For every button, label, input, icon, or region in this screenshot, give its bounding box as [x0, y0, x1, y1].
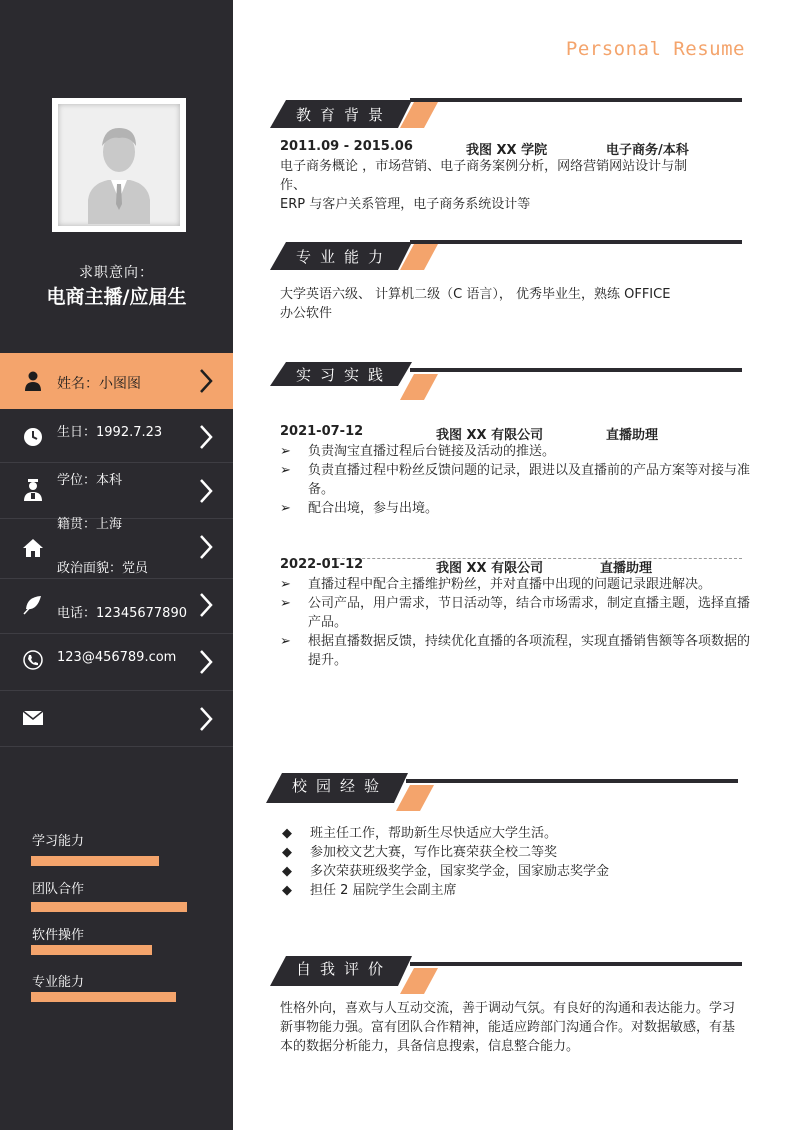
leaf-icon [22, 594, 44, 616]
job-date: 2021-07-12 [280, 424, 364, 439]
self-evaluation-line: 新事物能力强。富有团队合作精神，能适应跨部门沟通合作。对数据敏感，有基 [280, 1020, 736, 1035]
arrow-bullet-icon: ➢ [280, 444, 291, 459]
info-row-birthday[interactable] [0, 409, 233, 463]
arrow-bullet-icon: ➢ [280, 501, 291, 516]
chevron-right-icon [196, 591, 216, 619]
avatar-icon [58, 104, 180, 226]
profile-photo [52, 98, 186, 232]
mail-icon [22, 707, 44, 729]
phone-icon [22, 649, 44, 671]
info-row-email[interactable] [0, 634, 233, 691]
job-company: 我图 XX 有限公司 [436, 561, 544, 576]
list-item: ◆ 参加校文艺大赛，写作比赛荣获全校二等奖 [282, 845, 558, 860]
chevron-right-icon [196, 533, 216, 561]
skill-bar-software [31, 945, 152, 955]
list-item: ➢ 配合出境，参与出境。 [280, 501, 439, 516]
phone-text: 电话：12345677890 [57, 606, 187, 621]
education-period: 2011.09 - 2015.06 [280, 139, 413, 154]
arrow-bullet-icon: ➢ [280, 634, 291, 649]
section-header-self [270, 956, 742, 990]
skill-label-software: 软件操作 [32, 928, 85, 943]
section-header-education [270, 96, 742, 130]
degree-text: 学位：本科 [57, 473, 123, 488]
education-school: 我图 XX 学院 [466, 143, 548, 158]
chevron-right-icon [196, 423, 216, 451]
section-header-practice [270, 362, 742, 396]
home-icon [22, 537, 44, 559]
person-icon [22, 370, 44, 392]
list-item: ◆ 班主任工作，帮助新生尽快适应大学生活。 [282, 826, 558, 841]
list-item: ◆ 多次荣获班级奖学金，国家奖学金，国家励志奖学金 [282, 864, 610, 879]
info-row-name[interactable] [0, 353, 233, 409]
diamond-bullet-icon: ◆ [282, 864, 292, 879]
chevron-right-icon [196, 648, 216, 676]
chevron-right-icon [196, 367, 216, 395]
list-item: ➢ 负责淘宝直播过程后台链接及活动的推送。 [280, 444, 556, 459]
self-evaluation-line: 本的数据分析能力，具备信息搜索，信息整合能力。 [280, 1039, 580, 1054]
education-courses-line: 作、 [280, 178, 307, 193]
skills-line: 大学英语六级、 计算机二级（C 语言）， 优秀毕业生，熟练 OFFICE [280, 287, 671, 302]
section-header-skills [270, 238, 742, 272]
education-major: 电子商务/本科 [606, 143, 689, 158]
diamond-bullet-icon: ◆ [282, 883, 292, 898]
info-row-phone[interactable] [0, 579, 233, 634]
campus-items [282, 824, 752, 900]
chevron-right-icon [196, 477, 216, 505]
section-title-self: 自我评价 [296, 960, 393, 978]
skill-bar-teamwork [31, 902, 187, 912]
section-header-campus [266, 773, 738, 807]
sidebar [0, 0, 233, 1130]
section-title-practice: 实习实践 [296, 366, 393, 384]
clock-icon [22, 426, 44, 448]
job-role: 直播助理 [600, 561, 653, 576]
skills-text [280, 285, 670, 323]
list-item: ➢ 负责直播过程中粉丝反馈问题的记录，跟进以及直播前的产品方案等对接与准备。 [280, 463, 751, 497]
section-title-campus: 校园经验 [292, 777, 389, 795]
diamond-bullet-icon: ◆ [282, 826, 292, 841]
hometown-text: 籍贯：上海 [57, 517, 123, 532]
diamond-bullet-icon: ◆ [282, 845, 292, 860]
info-row-degree[interactable] [0, 463, 233, 532]
section-title-education: 教育背景 [296, 106, 393, 124]
education-courses-line: 电子商务概论 ，市场营销、电子商务案例分析，网络营销网站设计与制 [280, 159, 688, 174]
info-row-political[interactable] [0, 519, 233, 579]
arrow-bullet-icon: ➢ [280, 596, 291, 611]
skill-label-professional: 专业能力 [32, 975, 85, 990]
email-text: 123@456789.com [57, 650, 177, 665]
skill-bar-professional [31, 992, 176, 1002]
job-1-items [280, 442, 750, 518]
skill-label-learning: 学习能力 [32, 834, 85, 849]
list-item: ➢ 直播过程中配合主播维护粉丝，并对直播中出现的问题记录跟进解决。 [280, 577, 712, 592]
skill-bar-learning [31, 856, 159, 866]
graduate-icon [22, 479, 44, 501]
self-evaluation-line: 性格外向，喜欢与人互动交流，善于调动气氛。有良好的沟通和表达能力。学习 [280, 1001, 736, 1016]
political-text: 政治面貌：党员 [57, 561, 149, 576]
job-date: 2022-01-12 [280, 557, 364, 572]
info-row-mail[interactable] [0, 691, 233, 747]
job-role: 直播助理 [606, 428, 659, 443]
arrow-bullet-icon: ➢ [280, 577, 291, 592]
arrow-bullet-icon: ➢ [280, 463, 291, 478]
job-intent-label: 求职意向： [79, 265, 154, 281]
chevron-right-icon [196, 705, 216, 733]
education-courses [280, 157, 687, 214]
job-company: 我图 XX 有限公司 [436, 428, 544, 443]
section-title-skills: 专业能力 [296, 248, 393, 266]
job-intent-value: 电商主播/应届生 [46, 286, 187, 308]
job-2-items [280, 575, 750, 670]
list-item: ◆ 担任 2 届院学生会副主席 [282, 883, 457, 898]
page-title: Personal Resume [565, 38, 745, 60]
self-evaluation [280, 999, 735, 1056]
education-courses-line: ERP 与客户关系管理，电子商务系统设计等 [280, 197, 531, 212]
skills-line: 办公软件 [280, 306, 333, 321]
name-text: 姓名：小图图 [57, 376, 141, 392]
birthday-text: 生日：1992.7.23 [57, 425, 163, 440]
skill-label-teamwork: 团队合作 [32, 882, 85, 897]
list-item: ➢ 根据直播数据反馈，持续优化直播的各项流程，实现直播销售额等各项数据的提升。 [280, 634, 751, 668]
list-item: ➢ 公司产品，用户需求，节日活动等，结合市场需求，制定直播主题，选择直播产品。 [280, 596, 751, 630]
